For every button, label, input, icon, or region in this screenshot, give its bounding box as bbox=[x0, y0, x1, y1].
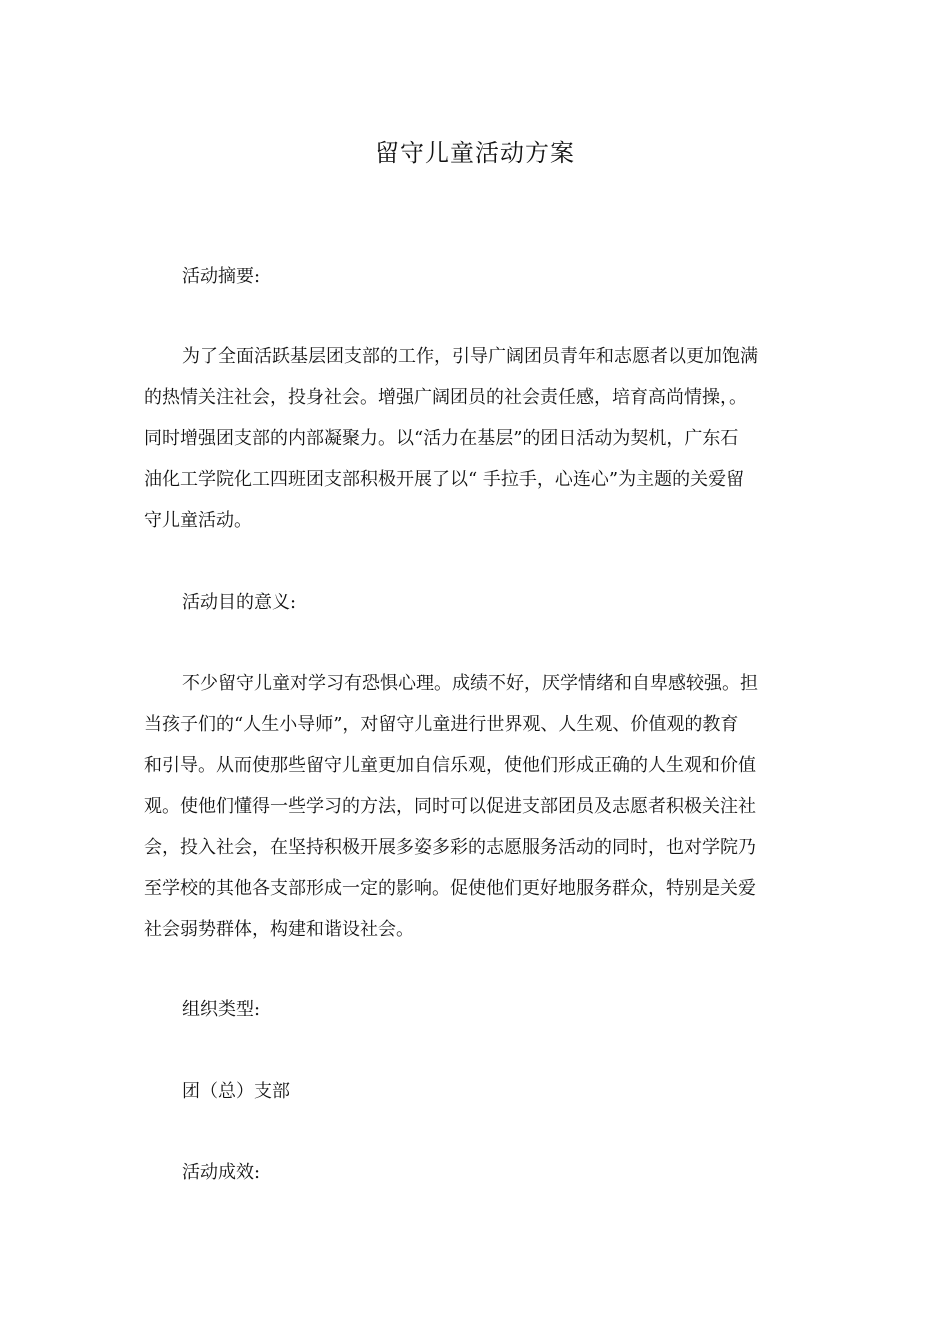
paragraph-line: 同时增强团支部的内部凝聚力。以“活力在基层”的团日活动为契机，广东石 bbox=[144, 428, 739, 449]
section-heading-purpose: 活动目的意义: bbox=[182, 592, 297, 613]
paragraph-summary bbox=[144, 336, 808, 541]
paragraph-line: 社会弱势群体，构建和谐设社会。 bbox=[144, 919, 414, 940]
paragraph-line: 至学校的其他各支部形成一定的影响。促使他们更好地服务群众，特别是关爱 bbox=[144, 878, 756, 899]
paragraph-line: 的热情关注社会，投身社会。增强广阔团员的社会责任感，培育高尚情操，。 bbox=[144, 387, 747, 408]
paragraph-line: 守儿童活动。 bbox=[144, 510, 252, 531]
section-heading-org-type: 组织类型: bbox=[182, 999, 261, 1020]
section-heading-summary: 活动摘要: bbox=[182, 266, 261, 287]
paragraph-line: 会，投入社会，在坚持积极开展多姿多彩的志愿服务活动的同时，也对学院乃 bbox=[144, 837, 756, 858]
section-heading-results: 活动成效: bbox=[182, 1162, 261, 1183]
paragraph-line: 为了全面活跃基层团支部的工作，引导广阔团员青年和志愿者以更加饱满 bbox=[182, 346, 758, 367]
paragraph-line: 观。使他们懂得一些学习的方法，同时可以促进支部团员及志愿者积极关注社 bbox=[144, 796, 756, 817]
document-title: 留守儿童活动方案 bbox=[375, 139, 575, 167]
paragraph-line: 不少留守儿童对学习有恐惧心理。成绩不好，厌学情绪和自卑感较强。担 bbox=[182, 673, 758, 694]
paragraph-line: 油化工学院化工四班团支部积极开展了以“ 手拉手，心连心”为主题的关爱留 bbox=[144, 469, 745, 490]
paragraph-line: 当孩子们的“人生小导师”，对留守儿童进行世界观、人生观、价值观的教育 bbox=[144, 714, 739, 735]
paragraph-purpose bbox=[144, 663, 808, 950]
paragraph-line: 和引导。从而使那些留守儿童更加自信乐观，使他们形成正确的人生观和价值 bbox=[144, 755, 756, 776]
org-type-value: 团（总）支部 bbox=[182, 1081, 290, 1102]
